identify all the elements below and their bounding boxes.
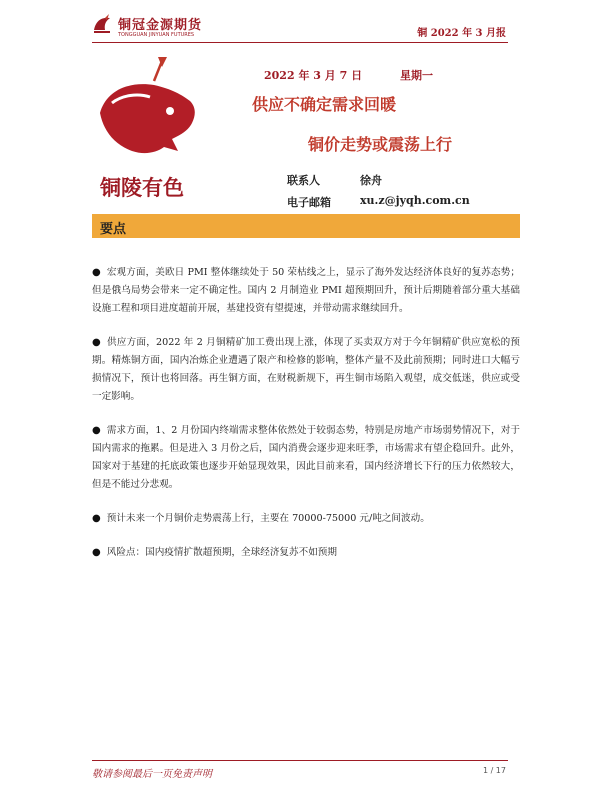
bullet-icon: ● xyxy=(92,547,101,558)
page-number: 1 / 17 xyxy=(482,766,506,775)
contact-person-value: 徐舟 xyxy=(360,174,382,187)
report-title-line1: 供应不确定需求回暖 xyxy=(252,95,397,114)
bullet-icon: ● xyxy=(92,513,101,524)
key-points xyxy=(92,264,520,578)
key-point-text: 预计未来一个月铜价走势震荡上行，主要在 70000-75000 元/吨之间波动。 xyxy=(106,513,430,524)
key-point-item xyxy=(92,334,520,406)
calligraphy-text: 铜陵有色 xyxy=(100,175,184,200)
bullet-icon: ● xyxy=(92,337,101,348)
company-logo-icon xyxy=(92,14,114,36)
report-title-line2: 铜价走势或震荡上行 xyxy=(308,135,453,154)
stylized-head-icon xyxy=(92,55,222,210)
company-logo xyxy=(92,12,212,44)
section-title: 要点 xyxy=(100,222,127,237)
logo-text-en: TONGGUAN JINYUAN FUTURES xyxy=(118,32,195,38)
bullet-icon: ● xyxy=(92,267,101,278)
key-point-text: 宏观方面，美欧日 PMI 整体继续处于 50 荣枯线之上，显示了海外发达经济体良好的复苏态势；但是俄乌局势会带来一定不确定性。国内 2 月制造业 PMI 超预期回升，预计后期随着部分重大基础设施工程和项目进度超前开展，基建投资有望提速，并带动需求继续回升。 xyxy=(92,267,520,314)
report-label: 铜 2022 年 3 月报 xyxy=(417,28,506,39)
logo-text-cn: 铜冠金源期货 xyxy=(118,18,203,33)
report-weekday: 星期一 xyxy=(400,69,433,82)
key-point-text: 供应方面，2022 年 2 月铜精矿加工费出现上涨，体现了买卖双方对于今年铜精矿供应宽松的预期。精炼铜方面，国内冶炼企业遭遇了限产和检修的影响，整体产量不及此前预期；同时进口大幅亏损情况下，预计也将回落。再生铜方面，在财税新规下，再生铜市场陷入观望，成交低迷，供应或受一定影响。 xyxy=(92,337,520,402)
section-header xyxy=(92,214,520,238)
footer-disclaimer: 敬请参阅最后一页免责声明 xyxy=(92,769,212,780)
key-point-item xyxy=(92,422,520,494)
key-point-item xyxy=(92,510,520,528)
contact-email-label: 电子邮箱 xyxy=(287,196,331,209)
key-point-item xyxy=(92,544,520,562)
header-divider xyxy=(92,42,508,43)
key-point-text: 需求方面，1、2 月份国内终端需求整体依然处于较弱态势，特别是房地产市场弱势情况下，对于国内需求的拖累。但是进入 3 月份之后，国内消费会逐步迎来旺季，市场需求有望企稳回升。此外，国家对于基建的托底政策也逐步开始显现效果，因此目前来看，国内经济增长下行的压力依然较大，但是不能过分悲观。 xyxy=(92,425,520,490)
report-date: 2022 年 3 月 7 日 xyxy=(264,69,363,82)
key-point-item xyxy=(92,264,520,318)
key-point-text: 风险点：国内疫情扩散超预期，全球经济复苏不如预期 xyxy=(106,547,337,558)
footer-divider xyxy=(92,760,508,761)
hero-graphic xyxy=(92,55,222,210)
bullet-icon: ● xyxy=(92,425,101,436)
page-header xyxy=(0,0,600,48)
contact-person-label: 联系人 xyxy=(287,174,320,187)
contact-email-value[interactable]: xu.z@jyqh.com.cn xyxy=(360,194,470,207)
